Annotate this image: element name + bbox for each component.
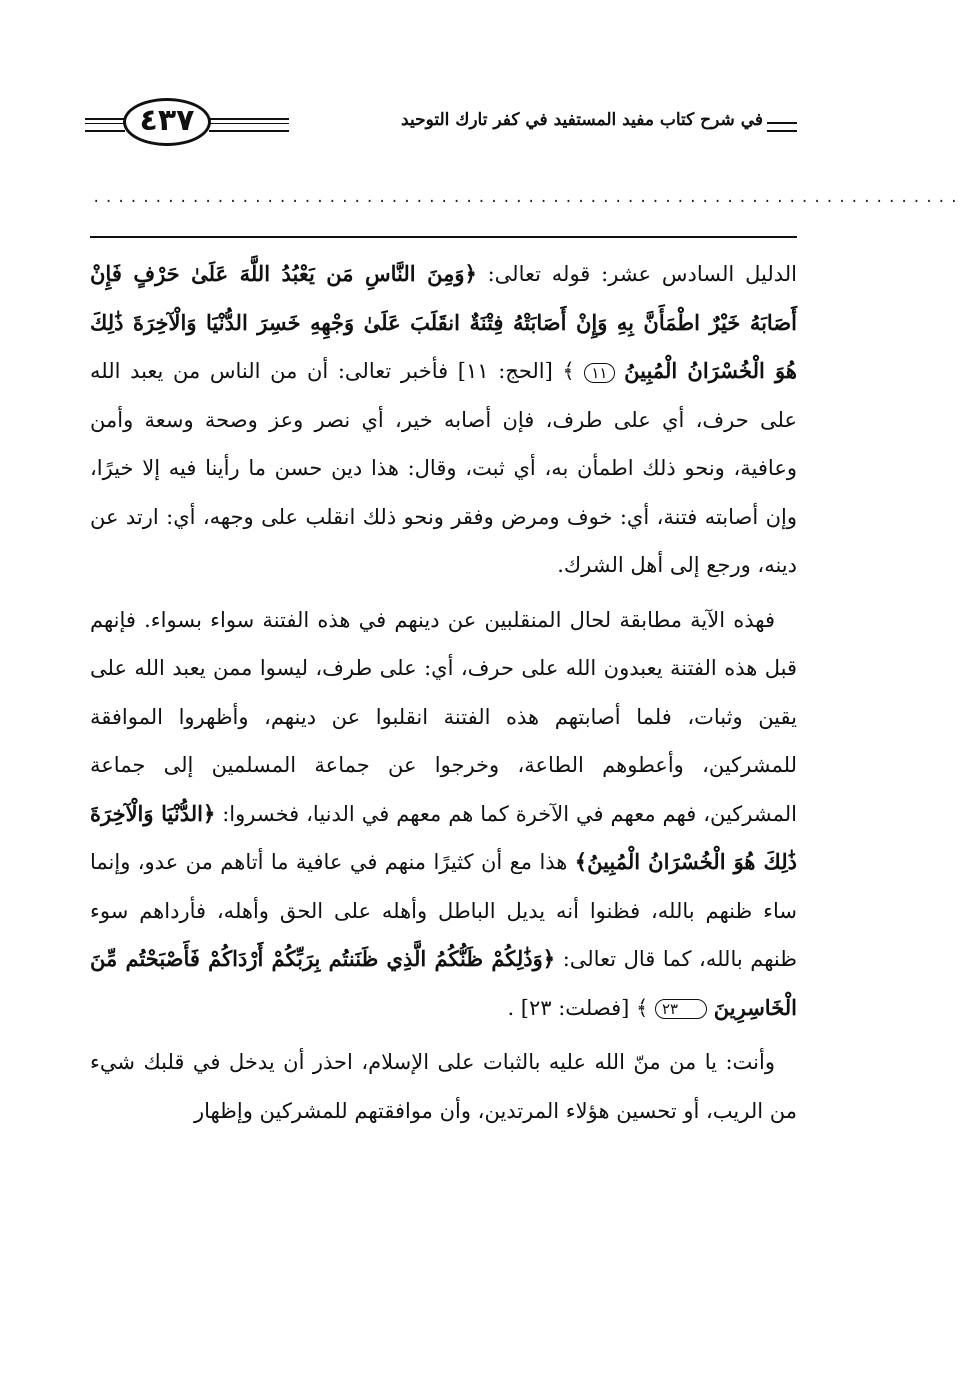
header-rule-right bbox=[767, 122, 797, 132]
paragraph-3 bbox=[90, 1038, 797, 1135]
quran-quote: ﴿وَمِنَ النَّاسِ مَن يَعْبُدُ اللَّهَ عَلَىٰ حَرْفٍ فَإِنْ أَصَابَهُ خَيْرٌ اطْمَأَنَّ بِهِ وَإِنْ أَصَابَتْهُ فِتْنَةٌ انقَلَبَ عَلَىٰ وَجْهِهِ خَسِرَ الدُّنْيَا وَالْآخِرَةَ ذَٰلِكَ هُوَ الْخُسْرَانُ الْمُبِينُ bbox=[90, 261, 797, 383]
paragraph-2-text-a: فهذه الآية مطابقة لحال المنقلبين عن دينهم في هذه الفتنة سواء بسواء. فإنهم قبل هذه الفتنة يعبدون الله على حرف، أي: على طرف، ليسوا ممن يعبد الله على يقين وثبات، فلما أصابتهم هذه الفتنة انقلبوا عن دينهم، وأظهروا الموافقة للمشركين، وأعطوهم الطاعة، وخرجوا عن جماعة المسلمين إلى جماعة المشركين، فهم معهم في الآخرة كما هم معهم في الدنيا، فخسروا: bbox=[90, 607, 797, 826]
paragraph-3-text: وأنت: يا من منّ الله عليه بالثبات على الإسلام، احذر أن يدخل في قلبك شيء من الريب، أو تحسين هؤلاء المرتدين، وأن موافقتهم للمشركين وإظهار bbox=[90, 1050, 797, 1123]
paragraph-1-text-b: ﴾ [الحج: ١١] فأخبر تعالى: أن من الناس من يعبد الله على حرف، أي على طرف، فإن أصابه خير، أي نصر وعز وصحة وسعة وأمن وعافية، ونحو ذلك اطمأن به، أي ثبت، وقال: هذا دين حسن ما رأينا فيه إلا خيرًا، وإن أصابته فتنة، أي: خوف ومرض وفقر ونحو ذلك انقلب على وجهه، أي: ارتد عن دينه، ورجع إلى أهل الشرك. bbox=[90, 359, 797, 577]
paragraph-1-text-a: الدليل السادس عشر: قوله تعالى: bbox=[476, 262, 797, 286]
paragraph-1 bbox=[90, 250, 797, 590]
quran-quote: ﴿وَذَٰلِكُمْ ظَنُّكُمُ الَّذِي ظَنَنتُم بِرَبِّكُمْ أَرْدَاكُمْ فَأَصْبَحْتُم مِّنَ الْخَاسِرِينَ bbox=[90, 946, 797, 1020]
dotted-separator: ...................................................................... bbox=[92, 190, 962, 206]
ayah-number-badge: ٢٣ bbox=[655, 999, 707, 1019]
page-number-rule-right bbox=[209, 118, 289, 132]
page-number-rule-left bbox=[85, 118, 125, 132]
paragraph-2 bbox=[90, 596, 797, 1033]
ayah-number-badge: ١١ bbox=[584, 363, 614, 383]
page-number: ٤٣٧ bbox=[123, 98, 211, 146]
paragraph-2-text-c: ﴾ [فصلت: ٢٣] . bbox=[507, 995, 649, 1020]
quran-quote: ﴿الدُّنْيَا وَالْآخِرَةَ ذَٰلِكَ هُوَ الْخُسْرَانُ الْمُبِينُ﴾ bbox=[90, 800, 798, 874]
main-text bbox=[90, 250, 797, 1135]
running-title: في شرح كتاب مفيد المستفيد في كفر تارك التوحيد bbox=[401, 110, 763, 130]
page-header bbox=[85, 92, 797, 162]
paragraph-2-text-b: هذا مع أن كثيرًا منهم في عافية ما أتاهم من عدو، وإنما ساء ظنهم بالله، فظنوا أنه يديل الباطل وأهله على الحق وأهله، فأرداهم سوء ظنهم بالله، كما قال تعالى: bbox=[90, 850, 797, 971]
horizontal-rule bbox=[90, 236, 797, 238]
